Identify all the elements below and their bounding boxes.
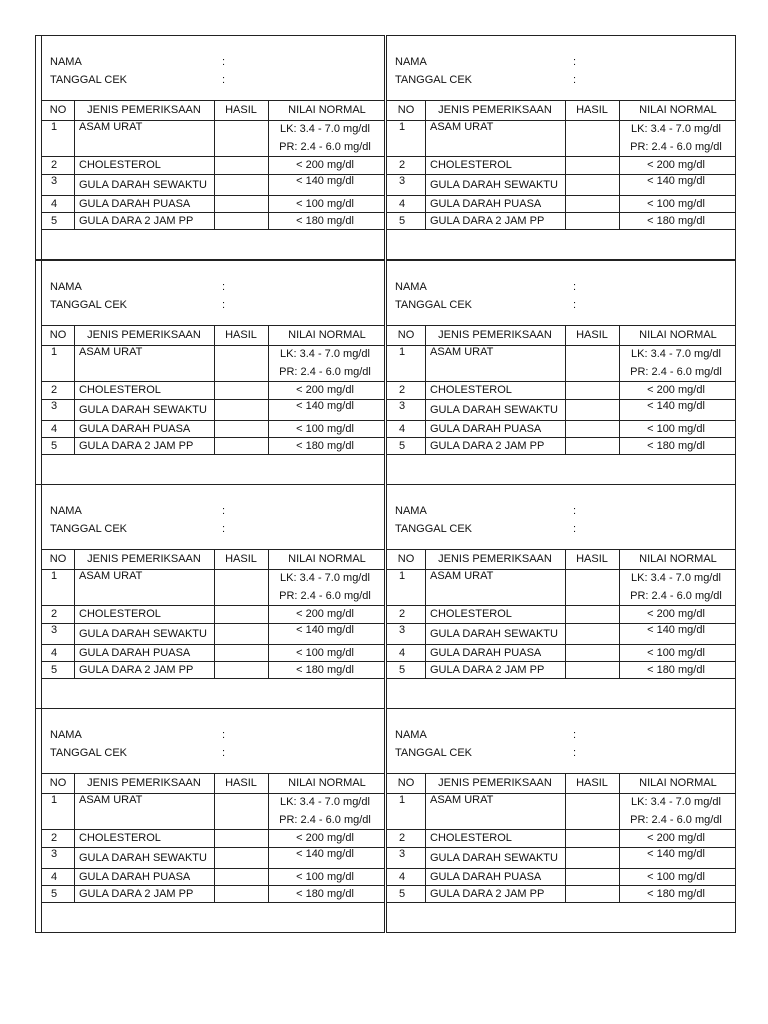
header-hasil: HASIL [225,104,257,116]
row-jenis-pemeriksaan: CHOLESTEROL [430,608,512,620]
tanggal-colon: : [222,523,226,535]
header-no: NO [49,104,67,116]
row-nilai-normal: PR: 2.4 - 6.0 mg/dl [630,366,722,378]
row-nilai-normal: < 100 mg/dl [647,198,705,210]
row-nilai-normal: LK: 3.4 - 7.0 mg/dl [280,348,370,360]
row-no: 2 [398,832,406,844]
header-hasil: HASIL [576,777,608,789]
row-nilai-normal: < 200 mg/dl [296,608,354,620]
row-jenis-pemeriksaan: GULA DARA 2 JAM PP [430,664,545,676]
row-no: 1 [398,121,406,133]
header-hasil: HASIL [225,329,257,341]
row-jenis-pemeriksaan: ASAM URAT [430,794,494,806]
table-column-line [74,100,75,229]
lab-form-card [35,484,385,709]
row-jenis-pemeriksaan: GULA DARA 2 JAM PP [430,888,545,900]
row-nilai-normal: < 180 mg/dl [296,215,354,227]
header-hasil: HASIL [225,553,257,565]
row-no: 3 [50,175,58,187]
row-no: 2 [398,384,406,396]
nama-colon: : [573,505,577,517]
row-no: 3 [50,400,58,412]
row-jenis-pemeriksaan: CHOLESTEROL [430,832,512,844]
header-jenis-pemeriksaan: JENIS PEMERIKSAAN [87,329,201,341]
header-hasil: HASIL [225,777,257,789]
tanggal-colon: : [573,747,577,759]
row-nilai-normal: < 140 mg/dl [296,624,354,636]
row-jenis-pemeriksaan: CHOLESTEROL [430,159,512,171]
tanggal-cek-label: TANGGAL CEK [50,523,128,535]
tanggal-cek-label: TANGGAL CEK [395,74,473,86]
table-row-line [42,454,385,455]
row-no: 3 [50,624,58,636]
tanggal-cek-label: TANGGAL CEK [50,747,128,759]
row-nilai-normal: < 200 mg/dl [647,159,705,171]
lab-form-card [35,708,385,933]
table-row-line [42,902,385,903]
row-nilai-normal: < 200 mg/dl [296,832,354,844]
lab-form-card [35,35,385,260]
lab-form-card [386,35,736,260]
row-no: 4 [398,423,406,435]
nama-colon: : [222,281,226,293]
row-no: 4 [398,871,406,883]
row-jenis-pemeriksaan: GULA DARAH SEWAKTU [79,852,207,864]
header-nilai-normal: NILAI NORMAL [639,553,717,565]
row-nilai-normal: < 180 mg/dl [647,215,705,227]
row-nilai-normal: < 100 mg/dl [647,423,705,435]
table-column-line [74,325,75,454]
table-row-line [387,437,736,438]
row-no: 3 [398,848,406,860]
tanggal-cek-label: TANGGAL CEK [395,747,473,759]
header-no: NO [397,777,415,789]
table-row-line [387,605,736,606]
row-no: 1 [398,346,406,358]
nama-label: NAMA [395,56,427,68]
row-jenis-pemeriksaan: GULA DARAH PUASA [430,871,542,883]
row-nilai-normal: LK: 3.4 - 7.0 mg/dl [280,123,370,135]
row-no: 3 [398,175,406,187]
row-no: 5 [398,888,406,900]
row-nilai-normal: < 180 mg/dl [647,888,705,900]
row-nilai-normal: PR: 2.4 - 6.0 mg/dl [630,141,722,153]
row-no: 5 [398,440,406,452]
row-nilai-normal: LK: 3.4 - 7.0 mg/dl [280,796,370,808]
table-column-line [565,100,566,229]
header-jenis-pemeriksaan: JENIS PEMERIKSAAN [87,104,201,116]
table-row-line [387,644,736,645]
row-nilai-normal: < 100 mg/dl [647,647,705,659]
row-nilai-normal: PR: 2.4 - 6.0 mg/dl [630,590,722,602]
table-column-line [565,325,566,454]
table-row-line [387,212,736,213]
row-nilai-normal: LK: 3.4 - 7.0 mg/dl [631,796,721,808]
row-jenis-pemeriksaan: GULA DARAH SEWAKTU [430,179,558,191]
tanggal-colon: : [222,747,226,759]
table-row-line [387,195,736,196]
table-row-line [42,229,385,230]
header-nilai-normal: NILAI NORMAL [288,777,366,789]
row-no: 1 [398,570,406,582]
header-jenis-pemeriksaan: JENIS PEMERIKSAAN [438,329,552,341]
row-nilai-normal: < 140 mg/dl [296,848,354,860]
nama-colon: : [573,281,577,293]
table-row-line [387,156,736,157]
table-column-line [425,773,426,902]
nama-label: NAMA [50,56,82,68]
nama-label: NAMA [50,505,82,517]
row-nilai-normal: < 200 mg/dl [296,159,354,171]
header-nilai-normal: NILAI NORMAL [639,329,717,341]
row-nilai-normal: LK: 3.4 - 7.0 mg/dl [631,348,721,360]
row-no: 2 [50,159,58,171]
table-column-line [74,549,75,678]
row-jenis-pemeriksaan: ASAM URAT [430,121,494,133]
header-no: NO [397,104,415,116]
row-nilai-normal: PR: 2.4 - 6.0 mg/dl [279,366,371,378]
row-jenis-pemeriksaan: GULA DARA 2 JAM PP [79,888,194,900]
row-jenis-pemeriksaan: CHOLESTEROL [430,384,512,396]
row-nilai-normal: < 100 mg/dl [296,647,354,659]
row-jenis-pemeriksaan: CHOLESTEROL [79,832,161,844]
header-no: NO [397,329,415,341]
row-nilai-normal: < 180 mg/dl [296,440,354,452]
tanggal-colon: : [573,74,577,86]
row-no: 4 [50,423,58,435]
tanggal-colon: : [222,74,226,86]
row-no: 1 [50,570,58,582]
row-jenis-pemeriksaan: ASAM URAT [79,121,143,133]
lab-form-card [386,260,736,485]
row-jenis-pemeriksaan: GULA DARAH PUASA [430,423,542,435]
tanggal-colon: : [573,299,577,311]
row-no: 5 [50,440,58,452]
nama-label: NAMA [395,281,427,293]
row-no: 5 [398,215,406,227]
lab-form-card [386,708,736,933]
row-jenis-pemeriksaan: GULA DARAH PUASA [79,423,191,435]
row-nilai-normal: < 200 mg/dl [647,384,705,396]
header-jenis-pemeriksaan: JENIS PEMERIKSAAN [438,777,552,789]
table-column-line [74,773,75,902]
tanggal-cek-label: TANGGAL CEK [395,523,473,535]
table-column-line [214,773,215,902]
row-nilai-normal: < 180 mg/dl [296,888,354,900]
row-jenis-pemeriksaan: GULA DARAH SEWAKTU [430,404,558,416]
row-jenis-pemeriksaan: ASAM URAT [79,794,143,806]
row-no: 3 [398,400,406,412]
row-no: 3 [398,624,406,636]
header-nilai-normal: NILAI NORMAL [288,553,366,565]
row-no: 1 [398,794,406,806]
table-column-line [214,100,215,229]
nama-colon: : [222,729,226,741]
row-nilai-normal: < 100 mg/dl [296,198,354,210]
row-no: 2 [398,608,406,620]
header-no: NO [49,553,67,565]
row-jenis-pemeriksaan: ASAM URAT [430,570,494,582]
table-column-line [565,773,566,902]
row-nilai-normal: PR: 2.4 - 6.0 mg/dl [279,814,371,826]
nama-label: NAMA [395,505,427,517]
nama-label: NAMA [50,729,82,741]
row-jenis-pemeriksaan: GULA DARA 2 JAM PP [79,440,194,452]
row-jenis-pemeriksaan: ASAM URAT [79,346,143,358]
row-jenis-pemeriksaan: GULA DARAH SEWAKTU [79,179,207,191]
table-column-line [565,549,566,678]
header-no: NO [49,777,67,789]
header-hasil: HASIL [576,104,608,116]
table-row-line [387,829,736,830]
row-no: 1 [50,121,58,133]
tanggal-colon: : [573,523,577,535]
row-nilai-normal: < 200 mg/dl [647,832,705,844]
row-jenis-pemeriksaan: GULA DARAH SEWAKTU [79,404,207,416]
row-jenis-pemeriksaan: GULA DARA 2 JAM PP [79,215,194,227]
header-nilai-normal: NILAI NORMAL [288,329,366,341]
row-jenis-pemeriksaan: GULA DARAH PUASA [430,198,542,210]
table-row-line [387,549,736,550]
row-nilai-normal: PR: 2.4 - 6.0 mg/dl [630,814,722,826]
table-column-line [214,549,215,678]
row-nilai-normal: PR: 2.4 - 6.0 mg/dl [279,141,371,153]
row-no: 2 [50,608,58,620]
row-nilai-normal: < 180 mg/dl [647,664,705,676]
tanggal-cek-label: TANGGAL CEK [50,74,128,86]
table-row-line [387,868,736,869]
table-row-line [387,454,736,455]
table-row-line [387,885,736,886]
row-nilai-normal: < 140 mg/dl [647,624,705,636]
row-nilai-normal: < 100 mg/dl [296,871,354,883]
nama-colon: : [222,505,226,517]
table-row-line [387,381,736,382]
tanggal-cek-label: TANGGAL CEK [395,299,473,311]
row-jenis-pemeriksaan: CHOLESTEROL [79,608,161,620]
header-nilai-normal: NILAI NORMAL [639,777,717,789]
row-no: 5 [50,888,58,900]
header-jenis-pemeriksaan: JENIS PEMERIKSAAN [438,553,552,565]
row-no: 3 [50,848,58,860]
row-no: 2 [398,159,406,171]
table-row-line [387,325,736,326]
row-jenis-pemeriksaan: ASAM URAT [430,346,494,358]
row-nilai-normal: < 100 mg/dl [296,423,354,435]
row-no: 2 [50,832,58,844]
row-no: 4 [50,871,58,883]
row-jenis-pemeriksaan: GULA DARAH SEWAKTU [430,628,558,640]
row-jenis-pemeriksaan: CHOLESTEROL [79,159,161,171]
row-nilai-normal: < 140 mg/dl [296,400,354,412]
header-no: NO [397,553,415,565]
row-no: 2 [50,384,58,396]
row-nilai-normal: < 180 mg/dl [647,440,705,452]
nama-colon: : [222,56,226,68]
table-column-line [425,100,426,229]
row-no: 5 [50,664,58,676]
row-jenis-pemeriksaan: GULA DARAH SEWAKTU [430,852,558,864]
header-hasil: HASIL [576,329,608,341]
header-nilai-normal: NILAI NORMAL [639,104,717,116]
table-row-line [387,229,736,230]
table-row-line [387,678,736,679]
row-nilai-normal: < 200 mg/dl [296,384,354,396]
header-no: NO [49,329,67,341]
header-jenis-pemeriksaan: JENIS PEMERIKSAAN [438,104,552,116]
row-no: 1 [50,794,58,806]
table-row-line [387,902,736,903]
row-jenis-pemeriksaan: GULA DARAH PUASA [79,647,191,659]
header-hasil: HASIL [576,553,608,565]
row-no: 4 [398,198,406,210]
row-nilai-normal: PR: 2.4 - 6.0 mg/dl [279,590,371,602]
table-column-line [425,325,426,454]
row-nilai-normal: < 140 mg/dl [647,400,705,412]
row-jenis-pemeriksaan: GULA DARAH PUASA [430,647,542,659]
table-row-line [42,678,385,679]
row-no: 5 [398,664,406,676]
row-no: 4 [50,647,58,659]
table-row-line [387,661,736,662]
lab-form-card [386,484,736,709]
row-nilai-normal: < 100 mg/dl [647,871,705,883]
table-row-line [387,100,736,101]
header-jenis-pemeriksaan: JENIS PEMERIKSAAN [87,553,201,565]
row-no: 5 [50,215,58,227]
row-nilai-normal: LK: 3.4 - 7.0 mg/dl [631,123,721,135]
row-jenis-pemeriksaan: GULA DARA 2 JAM PP [79,664,194,676]
table-column-line [214,325,215,454]
row-nilai-normal: LK: 3.4 - 7.0 mg/dl [631,572,721,584]
row-no: 1 [50,346,58,358]
row-no: 4 [50,198,58,210]
table-row-line [387,773,736,774]
nama-label: NAMA [395,729,427,741]
row-nilai-normal: < 200 mg/dl [647,608,705,620]
table-column-line [425,549,426,678]
row-jenis-pemeriksaan: GULA DARAH PUASA [79,198,191,210]
row-nilai-normal: < 140 mg/dl [647,848,705,860]
row-nilai-normal: < 180 mg/dl [296,664,354,676]
lab-form-card [35,260,385,485]
row-jenis-pemeriksaan: GULA DARA 2 JAM PP [430,440,545,452]
row-jenis-pemeriksaan: CHOLESTEROL [79,384,161,396]
tanggal-cek-label: TANGGAL CEK [50,299,128,311]
nama-colon: : [573,729,577,741]
nama-label: NAMA [50,281,82,293]
row-nilai-normal: LK: 3.4 - 7.0 mg/dl [280,572,370,584]
header-jenis-pemeriksaan: JENIS PEMERIKSAAN [87,777,201,789]
header-nilai-normal: NILAI NORMAL [288,104,366,116]
tanggal-colon: : [222,299,226,311]
table-row-line [387,420,736,421]
nama-colon: : [573,56,577,68]
row-no: 4 [398,647,406,659]
row-jenis-pemeriksaan: ASAM URAT [79,570,143,582]
row-nilai-normal: < 140 mg/dl [647,175,705,187]
row-jenis-pemeriksaan: GULA DARAH SEWAKTU [79,628,207,640]
row-jenis-pemeriksaan: GULA DARAH PUASA [79,871,191,883]
row-jenis-pemeriksaan: GULA DARA 2 JAM PP [430,215,545,227]
row-nilai-normal: < 140 mg/dl [296,175,354,187]
